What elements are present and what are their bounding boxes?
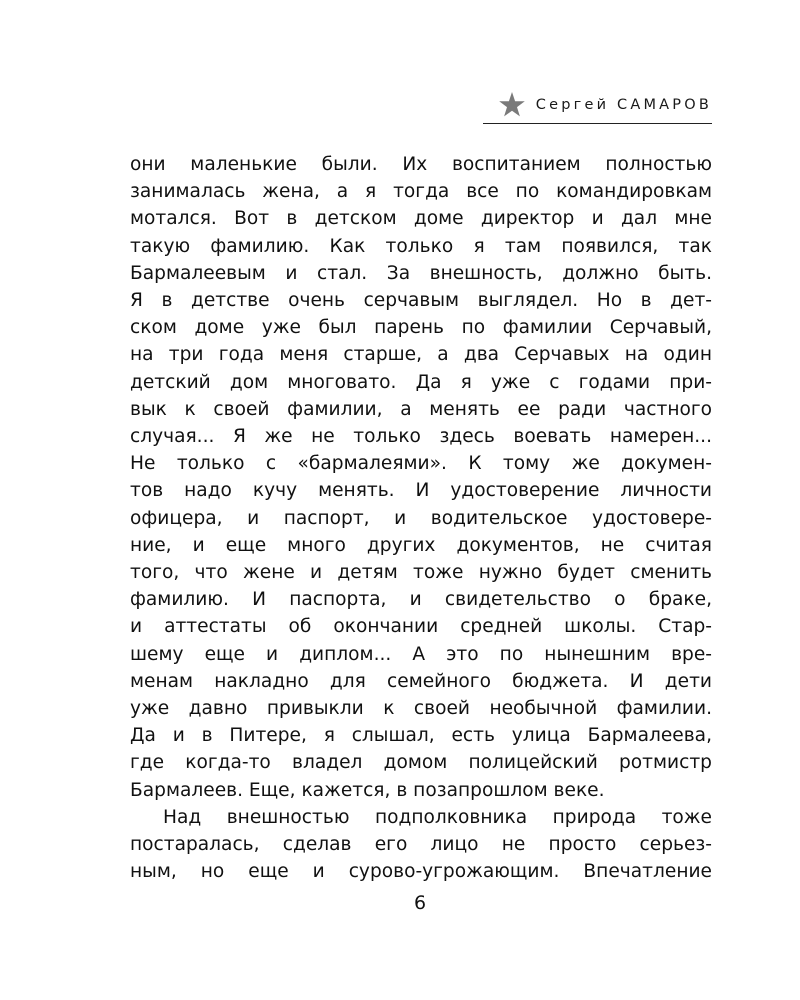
text-line: они маленькие были. Их воспитанием полностью [130, 154, 712, 175]
text-line: фамилию. И паспорта, и свидетельство о браке, [130, 589, 712, 611]
text-line: где когда-то владел домом полицейский ротмистр [130, 752, 712, 774]
text-line: Бармалеев. Еще, кажется, в позапрошлом веке. [130, 779, 605, 801]
page-number: 6 [413, 892, 427, 914]
text-line: ние, и еще много других документов, не считая [130, 534, 712, 556]
text-line: Я в детстве очень серчавым выглядел. Но в дет- [130, 290, 712, 312]
text-line: уже давно привыкли к своей необычной фамилии. [130, 698, 712, 720]
running-header [498, 91, 712, 119]
text-line: Не только с «бармалеями». К тому же докумен- [130, 453, 712, 475]
text-line: офицера, и паспорт, и водительское удостовере- [130, 507, 712, 529]
text-line: мотался. Вот в детском доме директор и дал мне [130, 208, 712, 230]
author-name: Сергей САМАРОВ [535, 97, 712, 113]
text-line: случая... Я же не только здесь воевать намерен... [130, 426, 712, 448]
text-line: Бармалеевым и стал. За внешность, должно быть. [130, 262, 712, 284]
text-line: тов надо кучу менять. И удостоверение личности [130, 480, 712, 502]
text-line: занималась жена, а я тогда все по командировкам [130, 181, 712, 203]
text-line: Да и в Питере, я слышал, есть улица Бармалеева, [130, 725, 712, 747]
text-line: на три года меня старше, а два Серчавых на один [130, 344, 712, 366]
text-line: детский дом многовато. Да я уже с годами при- [130, 371, 712, 393]
text-line: вык к своей фамилии, а менять ее ради частного [130, 398, 712, 420]
text-line: менам накладно для семейного бюджета. И дети [130, 670, 712, 692]
text-line: такую фамилию. Как только я там появился, так [130, 235, 712, 257]
text-line: ском доме уже был парень по фамилии Серчавый, [130, 317, 712, 339]
text-line: и аттестаты об окончании средней школы. Стар- [130, 616, 712, 638]
text-line: того, что жене и детям тоже нужно будет сменить [130, 562, 712, 584]
header-rule [483, 123, 712, 124]
body-text [130, 151, 712, 885]
text-line: шему еще и диплом... А это по нынешним вре- [130, 643, 712, 665]
star-icon [498, 91, 526, 119]
text-line: постаралась, сделав его лицо не просто серьез- [130, 834, 712, 856]
text-line: Над внешностью подполковника природа тоже [163, 806, 712, 828]
text-line: ным, но еще и сурово-угрожающим. Впечатление [130, 861, 712, 883]
